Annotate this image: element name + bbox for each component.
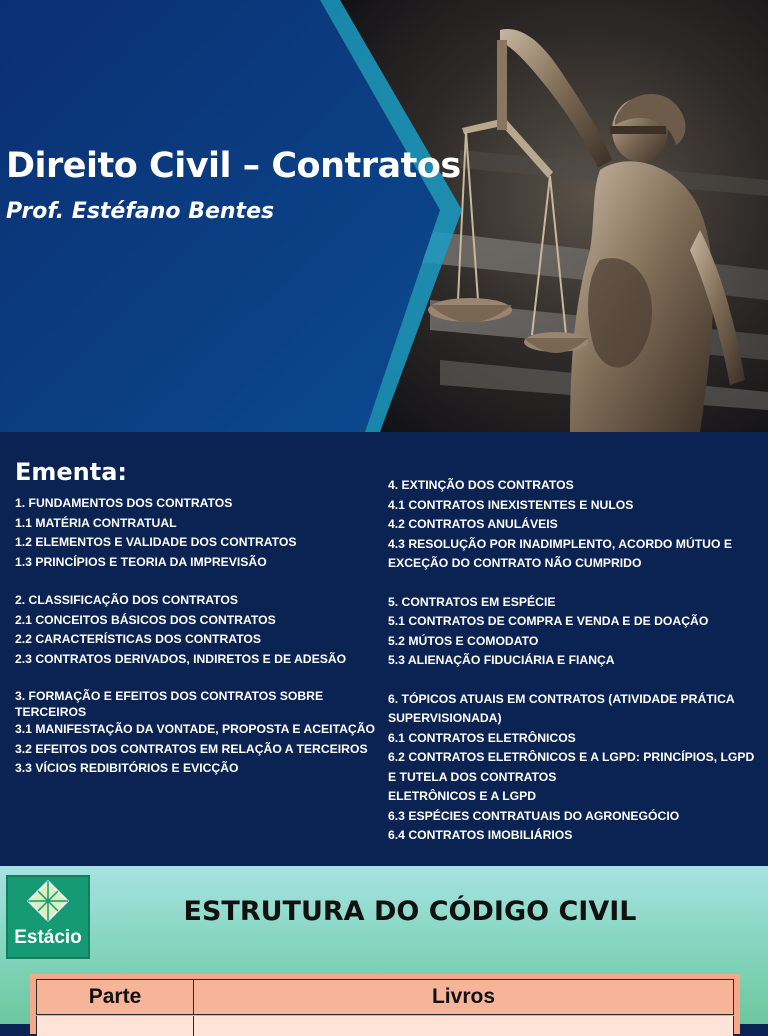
topic-item: 5. CONTRATOS EM ESPÉCIE [388, 594, 556, 609]
topic-item: 1.1 MATÉRIA CONTRATUAL [15, 515, 177, 530]
spacer [15, 572, 375, 591]
topic-item: 5.2 MÚTOS E COMODATO [388, 633, 539, 648]
ementa-left-column [15, 494, 375, 779]
diamond-grid-icon [6, 877, 90, 927]
topic-item: 2.3 CONTRATOS DERIVADOS, INDIRETOS E DE ADESÃO [15, 651, 347, 666]
topic-item: 6.2 CONTRATOS ELETRÔNICOS E A LGPD: PRINCÍPIOS, LGPD E TUTELA DOS CONTRATOS [388, 750, 755, 784]
topic-item: 5.1 CONTRATOS DE COMPRA E VENDA E DE DOAÇÃO [388, 614, 709, 628]
topic-item: 2.1 CONCEITOS BÁSICOS DOS CONTRATOS [15, 612, 276, 627]
topic-item: 2.2 CARACTERÍSTICAS DOS CONTRATOS [15, 632, 262, 646]
estacio-logo [6, 875, 90, 959]
ementa-slide [0, 432, 768, 866]
topic-item: 1.3 PRINCÍPIOS E TEORIA DA IMPREVISÃO [15, 554, 267, 569]
topic-item: 3.1 MANIFESTAÇÃO DA VONTADE, PROPOSTA E ACEITAÇÃO [15, 722, 375, 736]
estrutura-slide [0, 866, 768, 1024]
column-header-parte: Parte [37, 980, 194, 1014]
ementa-right-column [388, 476, 758, 846]
topic-item: 1.2 ELEMENTOS E VALIDADE DOS CONTRATOS [15, 535, 297, 549]
topic-item: 4.3 RESOLUÇÃO POR INADIMPLENTO, ACORDO MÚTUO E EXCEÇÃO DO CONTRATO NÃO CUMPRIDO [388, 536, 732, 570]
topic-item: 2. CLASSIFICAÇÃO DOS CONTRATOS [15, 593, 238, 607]
table-cell [37, 1016, 194, 1036]
spacer [388, 671, 758, 690]
topic-item: 3.3 VÍCIOS REDIBITÓRIOS E EVICÇÃO [15, 761, 239, 775]
table-header-row [36, 979, 734, 1015]
spacer [15, 669, 375, 688]
presentation-title: Direito Civil – Contratos [6, 146, 461, 186]
topic-item: 6.1 CONTRATOS ELETRÔNICOS [388, 730, 576, 745]
topic-item: 3. FORMAÇÃO E EFEITOS DOS CONTRATOS SOBRE TERCEIROS [15, 689, 324, 719]
topic-item: 6.4 CONTRATOS IMOBILIÁRIOS [388, 828, 573, 842]
topic-item: 4. EXTINÇÃO DOS CONTRATOS [388, 478, 574, 492]
topic-item: 4.1 CONTRATOS INEXISTENTES E NULOS [388, 497, 634, 512]
professor-name: Prof. Estéfano Bentes [6, 199, 275, 224]
cover-slide [0, 0, 768, 432]
ementa-heading: Ementa: [15, 458, 128, 486]
codigo-civil-table [30, 974, 740, 1034]
topic-item: 6.3 ESPÉCIES CONTRATUAIS DO AGRONEGÓCIO [388, 808, 680, 823]
column-header-livros: Livros [431, 985, 496, 1008]
topic-item: 5.3 ALIENAÇÃO FIDUCIÁRIA E FIANÇA [388, 653, 615, 667]
topic-item: 4.2 CONTRATOS ANULÁVEIS [388, 517, 558, 531]
topic-item: ELETRÔNICOS E A LGPD [388, 789, 537, 803]
logo-text: Estácio [14, 927, 82, 948]
table-row [36, 1016, 734, 1036]
spacer [388, 574, 758, 593]
estrutura-title: ESTRUTURA DO CÓDIGO CIVIL [183, 896, 637, 927]
topic-item: 6. TÓPICOS ATUAIS EM CONTRATOS (ATIVIDADE PRÁTICA SUPERVISIONADA) [388, 691, 735, 725]
topic-item: 1. FUNDAMENTOS DOS CONTRATOS [15, 496, 233, 510]
topic-item: 3.2 EFEITOS DOS CONTRATOS EM RELAÇÃO A TERCEIROS [15, 741, 368, 756]
